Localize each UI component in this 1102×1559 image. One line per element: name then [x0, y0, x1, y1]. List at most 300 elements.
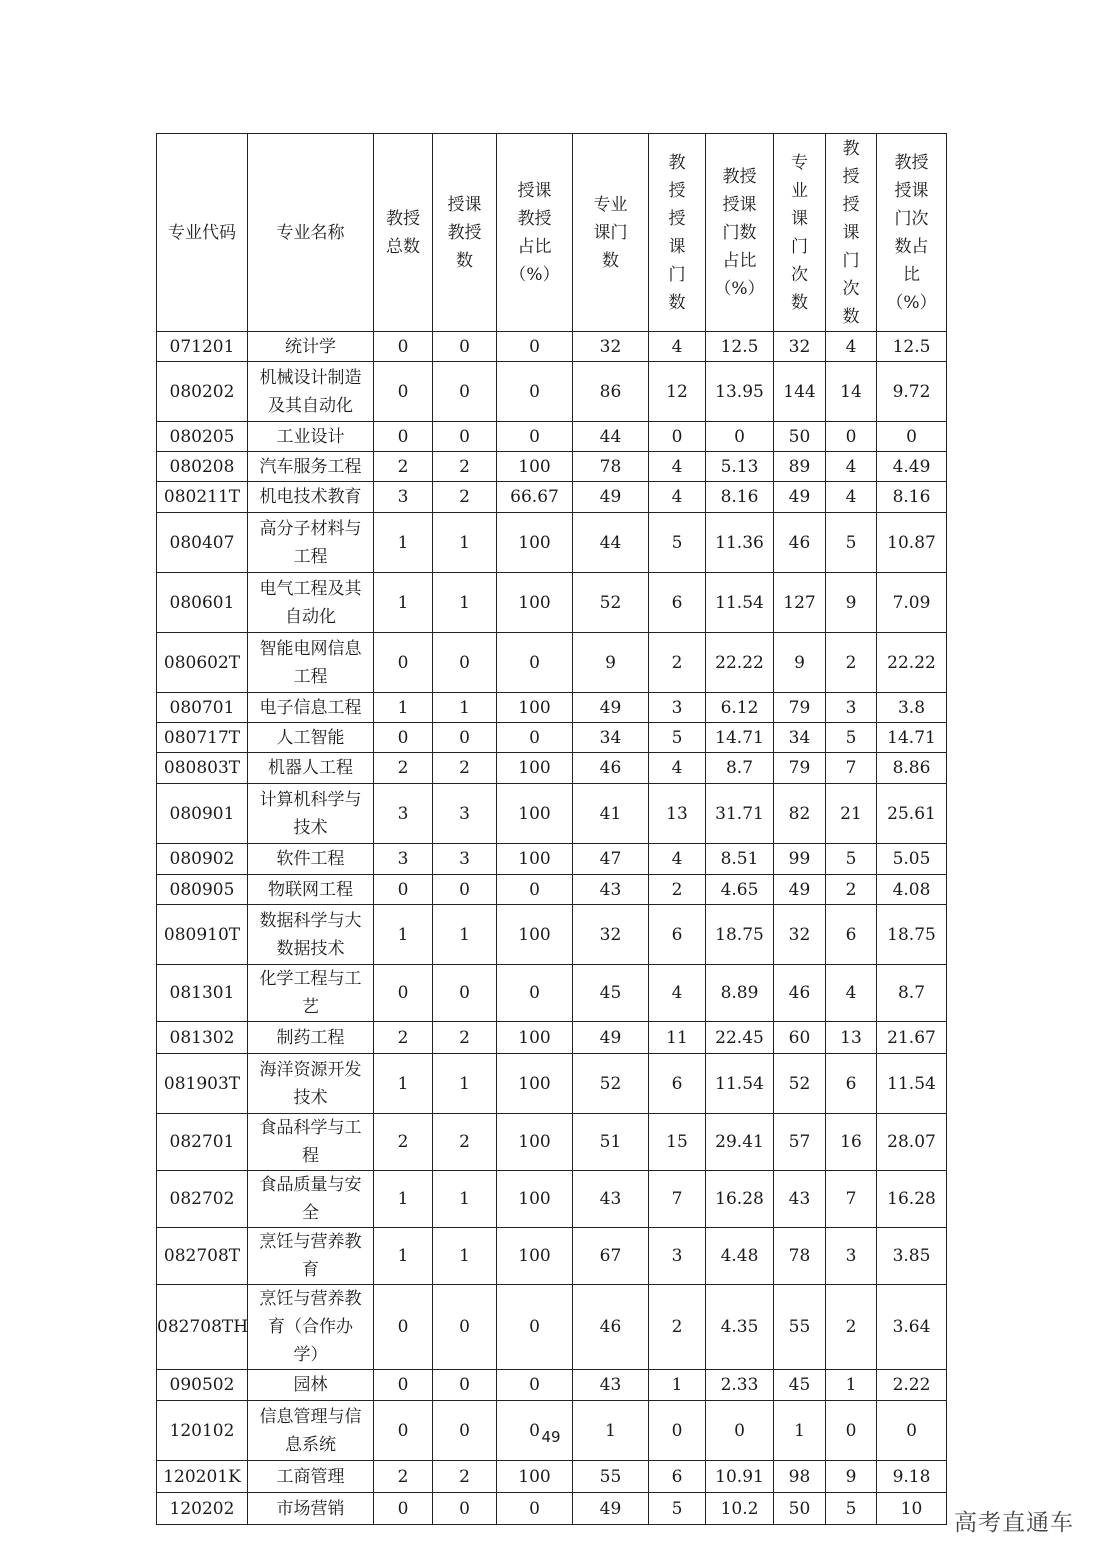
table-row	[157, 573, 947, 633]
cell-text: 4	[845, 487, 857, 507]
cell-text: 0	[459, 381, 470, 402]
cell-text: 1	[459, 532, 470, 553]
cell-text: 080902	[169, 849, 235, 869]
value-cell	[374, 422, 433, 452]
value-cell	[573, 573, 649, 633]
value-cell	[433, 1022, 497, 1054]
major-code-cell	[157, 723, 248, 753]
column-header	[877, 134, 947, 332]
cell-text: 98	[788, 1466, 811, 1487]
value-cell	[649, 1461, 706, 1493]
cell-text: 120202	[169, 1498, 235, 1519]
value-cell	[774, 784, 826, 844]
cell-text: 080717T	[163, 727, 241, 748]
cell-text: 080407	[169, 532, 235, 553]
cell-text: 1	[794, 1420, 805, 1441]
table-row	[157, 362, 947, 422]
cell-text: 0	[529, 1420, 540, 1441]
cell-text: 51	[599, 1132, 622, 1152]
cell-text: 16	[840, 1132, 862, 1152]
value-cell	[877, 332, 947, 362]
value-cell	[877, 1022, 947, 1054]
cell-text: 1	[397, 532, 409, 553]
column-header-label: 教授 授课 门数 占比 （%）	[714, 166, 765, 299]
cell-text: 5	[671, 727, 683, 748]
cell-text: 16.28	[715, 1189, 764, 1209]
major-name-cell	[248, 875, 374, 905]
cell-text: 0	[529, 1317, 540, 1337]
value-cell	[374, 693, 433, 723]
value-cell	[649, 693, 706, 723]
cell-text: 8.51	[720, 849, 759, 869]
cell-text: 100	[518, 1189, 551, 1209]
major-code-cell	[157, 513, 248, 573]
cell-text: 1	[459, 1073, 470, 1094]
value-cell	[649, 965, 706, 1022]
value-cell	[573, 633, 649, 693]
value-cell	[706, 452, 774, 482]
value-cell	[573, 513, 649, 573]
major-code-cell	[157, 1370, 248, 1401]
cell-text: 78	[599, 456, 622, 477]
cell-text: 43	[788, 1189, 811, 1209]
major-name-cell	[248, 1228, 374, 1285]
value-cell	[826, 1285, 877, 1370]
cell-text: 6.12	[720, 697, 759, 718]
value-cell	[826, 422, 877, 452]
cell-text: 1	[605, 1420, 616, 1441]
column-header	[248, 134, 374, 332]
column-header-label: 授课 教授 数	[447, 194, 482, 271]
cell-text: 55	[599, 1466, 622, 1487]
column-header	[649, 134, 706, 332]
cell-text: 46	[788, 983, 811, 1003]
cell-text: 0	[459, 1498, 470, 1519]
value-cell	[433, 573, 497, 633]
value-cell	[706, 965, 774, 1022]
value-cell	[649, 1493, 706, 1525]
cell-text: 4	[671, 487, 683, 507]
value-cell	[497, 1493, 573, 1525]
value-cell	[573, 1114, 649, 1171]
value-cell	[649, 482, 706, 513]
cell-text: 8.89	[720, 983, 759, 1003]
value-cell	[433, 1054, 497, 1114]
cell-text: 1	[459, 1189, 470, 1209]
cell-text: 0	[529, 1375, 540, 1395]
cell-text: 52	[599, 592, 622, 613]
cell-text: 6	[671, 1466, 683, 1487]
cell-text: 3.85	[892, 1246, 931, 1266]
cell-text: 4	[671, 336, 683, 357]
value-cell	[706, 875, 774, 905]
cell-text: 市场营销	[276, 1498, 345, 1519]
cell-text: 4	[845, 983, 857, 1003]
cell-text: 统计学	[285, 336, 336, 357]
table-row	[157, 693, 947, 723]
cell-text: 41	[599, 803, 622, 824]
cell-text: 8.16	[720, 487, 759, 507]
column-header-label: 教授 总数	[386, 208, 420, 257]
cell-text: 电子信息工程	[259, 697, 362, 718]
watermark-text: 高考直通车	[954, 1510, 1074, 1536]
cell-text: 化学工程与工艺	[259, 969, 362, 1017]
column-header-label: 教 授 授 课 门 数	[668, 152, 686, 313]
cell-text: 44	[599, 532, 622, 553]
major-code-cell	[157, 1285, 248, 1370]
cell-text: 0	[734, 426, 745, 447]
cell-text: 0	[397, 727, 409, 748]
value-cell	[774, 452, 826, 482]
value-cell	[706, 1054, 774, 1114]
major-name-cell	[248, 1054, 374, 1114]
value-cell	[649, 844, 706, 875]
value-cell	[826, 905, 877, 965]
cell-text: 082701	[169, 1132, 235, 1152]
cell-text: 49	[599, 1498, 622, 1519]
value-cell	[649, 1022, 706, 1054]
cell-text: 3.8	[897, 697, 926, 718]
cell-text: 2	[671, 879, 683, 900]
value-cell	[877, 723, 947, 753]
table-row	[157, 513, 947, 573]
column-header-label: 专 业 课 门 次 数	[791, 152, 808, 313]
value-cell	[826, 1054, 877, 1114]
cell-text: 0	[459, 727, 470, 748]
cell-text: 2.33	[720, 1375, 759, 1395]
cell-text: 工商管理	[276, 1466, 345, 1487]
table-row	[157, 875, 947, 905]
cell-text: 0	[459, 1317, 470, 1337]
cell-text: 0	[459, 652, 470, 673]
value-cell	[433, 784, 497, 844]
cell-text: 2	[845, 879, 857, 900]
cell-text: 10.87	[887, 532, 936, 553]
value-cell	[433, 693, 497, 723]
cell-text: 3	[397, 803, 409, 824]
value-cell	[497, 875, 573, 905]
cell-text: 烹饪与营养教育	[259, 1232, 362, 1280]
cell-text: 080803T	[163, 758, 241, 778]
value-cell	[374, 513, 433, 573]
cell-text: 82	[788, 803, 811, 824]
cell-text: 4	[671, 456, 683, 477]
cell-text: 0	[845, 1420, 857, 1441]
table-row	[157, 1370, 947, 1401]
cell-text: 12.5	[720, 336, 759, 357]
cell-text: 10.91	[715, 1466, 764, 1487]
cell-text: 21.67	[887, 1027, 936, 1048]
value-cell	[826, 1171, 877, 1228]
value-cell	[573, 332, 649, 362]
column-header	[774, 134, 826, 332]
cell-text: 34	[788, 727, 811, 748]
table-row	[157, 1285, 947, 1370]
cell-text: 4.35	[720, 1317, 759, 1337]
value-cell	[877, 1285, 947, 1370]
table-row	[157, 1022, 947, 1054]
value-cell	[877, 573, 947, 633]
value-cell	[774, 332, 826, 362]
cell-text: 46	[599, 758, 622, 778]
value-cell	[706, 422, 774, 452]
value-cell	[877, 1461, 947, 1493]
cell-text: 0	[459, 983, 470, 1003]
cell-text: 28.07	[887, 1132, 936, 1152]
value-cell	[877, 753, 947, 784]
cell-text: 2	[459, 456, 470, 477]
value-cell	[573, 452, 649, 482]
value-cell	[826, 482, 877, 513]
cell-text: 4.48	[720, 1246, 759, 1266]
cell-text: 0	[734, 1420, 745, 1441]
major-name-cell	[248, 1022, 374, 1054]
cell-text: 3	[671, 1246, 683, 1266]
cell-text: 6	[845, 1073, 857, 1094]
cell-text: 79	[788, 758, 811, 778]
value-cell	[826, 875, 877, 905]
major-name-cell	[248, 573, 374, 633]
value-cell	[826, 1022, 877, 1054]
major-name-cell	[248, 513, 374, 573]
value-cell	[826, 362, 877, 422]
value-cell	[649, 753, 706, 784]
cell-text: 4	[845, 456, 857, 477]
table-row	[157, 784, 947, 844]
cell-text: 0	[397, 336, 409, 357]
cell-text: 0	[397, 983, 409, 1003]
value-cell	[826, 633, 877, 693]
value-cell	[826, 844, 877, 875]
value-cell	[706, 1114, 774, 1171]
value-cell	[706, 1285, 774, 1370]
value-cell	[433, 633, 497, 693]
cell-text: 100	[518, 532, 551, 553]
cell-text: 2	[845, 1317, 857, 1337]
cell-text: 2	[397, 1466, 409, 1487]
cell-text: 机器人工程	[268, 758, 353, 778]
cell-text: 计算机科学与技术	[259, 789, 362, 838]
value-cell	[374, 784, 433, 844]
cell-text: 2	[459, 1132, 470, 1152]
value-cell	[774, 1054, 826, 1114]
cell-text: 0	[529, 879, 540, 900]
major-name-cell	[248, 1461, 374, 1493]
value-cell	[573, 693, 649, 723]
value-cell	[877, 965, 947, 1022]
value-cell	[649, 1228, 706, 1285]
value-cell	[826, 332, 877, 362]
cell-text: 4	[671, 983, 683, 1003]
cell-text: 60	[788, 1027, 811, 1048]
cell-text: 0	[397, 652, 409, 673]
value-cell	[573, 1461, 649, 1493]
cell-text: 2.22	[892, 1375, 931, 1395]
value-cell	[774, 844, 826, 875]
major-code-cell	[157, 693, 248, 723]
cell-text: 3	[459, 849, 470, 869]
cell-text: 081903T	[163, 1073, 241, 1094]
cell-text: 3	[459, 803, 470, 824]
major-name-cell	[248, 422, 374, 452]
value-cell	[826, 1228, 877, 1285]
cell-text: 78	[788, 1246, 811, 1266]
cell-text: 8.86	[892, 758, 931, 778]
cell-text: 46	[788, 532, 811, 553]
cell-text: 7	[845, 1189, 857, 1209]
cell-text: 100	[518, 697, 551, 718]
cell-text: 0	[397, 1317, 409, 1337]
value-cell	[706, 1171, 774, 1228]
cell-text: 4.49	[892, 456, 931, 477]
table-row	[157, 332, 947, 362]
cell-text: 66.67	[510, 487, 559, 507]
cell-text: 32	[599, 336, 622, 357]
cell-text: 高分子材料与工程	[259, 518, 362, 567]
value-cell	[497, 1171, 573, 1228]
cell-text: 44	[599, 426, 622, 447]
value-cell	[774, 573, 826, 633]
value-cell	[433, 1461, 497, 1493]
cell-text: 8.16	[892, 487, 931, 507]
cell-text: 43	[599, 1375, 622, 1395]
cell-text: 0	[397, 426, 409, 447]
cell-text: 120102	[169, 1420, 235, 1441]
cell-text: 080205	[169, 426, 235, 447]
major-name-cell	[248, 1493, 374, 1525]
cell-text: 5	[845, 849, 857, 869]
value-cell	[573, 965, 649, 1022]
cell-text: 2	[397, 1132, 409, 1152]
value-cell	[774, 753, 826, 784]
value-cell	[374, 965, 433, 1022]
cell-text: 13	[840, 1027, 862, 1048]
cell-text: 7	[845, 758, 857, 778]
cell-text: 人工智能	[276, 727, 345, 748]
cell-text: 43	[599, 879, 622, 900]
cell-text: 100	[518, 1073, 551, 1094]
cell-text: 144	[783, 381, 816, 402]
value-cell	[826, 693, 877, 723]
value-cell	[374, 875, 433, 905]
value-cell	[877, 875, 947, 905]
cell-text: 32	[599, 924, 622, 945]
cell-text: 8.7	[725, 758, 754, 778]
cell-text: 2	[845, 652, 857, 673]
major-code-cell	[157, 753, 248, 784]
value-cell	[877, 452, 947, 482]
cell-text: 43	[599, 1189, 622, 1209]
value-cell	[774, 905, 826, 965]
value-cell	[774, 1493, 826, 1525]
value-cell	[497, 1228, 573, 1285]
cell-text: 4.65	[720, 879, 759, 900]
value-cell	[374, 633, 433, 693]
column-header	[826, 134, 877, 332]
value-cell	[774, 513, 826, 573]
cell-text: 99	[788, 849, 811, 869]
cell-text: 1	[397, 1189, 409, 1209]
cell-text: 082708TH	[157, 1317, 249, 1337]
value-cell	[649, 362, 706, 422]
value-cell	[877, 1493, 947, 1525]
value-cell	[573, 753, 649, 784]
value-cell	[433, 362, 497, 422]
value-cell	[573, 482, 649, 513]
cell-text: 0	[397, 1498, 409, 1519]
table-row	[157, 723, 947, 753]
value-cell	[649, 332, 706, 362]
value-cell	[649, 875, 706, 905]
value-cell	[774, 1461, 826, 1493]
value-cell	[433, 452, 497, 482]
value-cell	[497, 332, 573, 362]
cell-text: 10	[900, 1498, 923, 1519]
cell-text: 57	[788, 1132, 811, 1152]
value-cell	[877, 1228, 947, 1285]
cell-text: 49	[788, 487, 811, 507]
column-header	[706, 134, 774, 332]
cell-text: 0	[906, 426, 917, 447]
cell-text: 2	[671, 652, 683, 673]
cell-text: 2	[459, 487, 470, 507]
value-cell	[573, 1285, 649, 1370]
page-number: 49	[541, 1428, 561, 1446]
value-cell	[374, 1022, 433, 1054]
cell-text: 18.75	[715, 924, 764, 945]
value-cell	[497, 1054, 573, 1114]
value-cell	[497, 753, 573, 784]
cell-text: 49	[788, 879, 811, 900]
value-cell	[573, 784, 649, 844]
cell-text: 9	[794, 652, 805, 673]
value-cell	[877, 1171, 947, 1228]
value-cell	[497, 513, 573, 573]
value-cell	[374, 452, 433, 482]
value-cell	[706, 753, 774, 784]
column-header-label: 专业名称	[276, 222, 345, 243]
cell-text: 22.45	[715, 1027, 764, 1048]
cell-text: 11	[666, 1027, 688, 1048]
cell-text: 0	[529, 426, 540, 447]
table-row	[157, 1228, 947, 1285]
cell-text: 67	[599, 1246, 622, 1266]
cell-text: 0	[529, 336, 540, 357]
value-cell	[649, 422, 706, 452]
value-cell	[649, 1285, 706, 1370]
cell-text: 烹饪与营养教育（合作办学）	[259, 1289, 362, 1365]
cell-text: 1	[397, 592, 409, 613]
cell-text: 127	[783, 592, 816, 613]
value-cell	[433, 844, 497, 875]
cell-text: 10.2	[720, 1498, 759, 1519]
cell-text: 3.64	[892, 1317, 931, 1337]
cell-text: 080208	[169, 456, 235, 477]
cell-text: 0	[671, 1420, 683, 1441]
value-cell	[573, 1054, 649, 1114]
value-cell	[649, 784, 706, 844]
value-cell	[877, 844, 947, 875]
cell-text: 0	[397, 1375, 409, 1395]
cell-text: 8.7	[897, 983, 926, 1003]
cell-text: 100	[518, 803, 551, 824]
value-cell	[826, 1461, 877, 1493]
value-cell	[826, 723, 877, 753]
cell-text: 4	[671, 758, 683, 778]
value-cell	[433, 1370, 497, 1401]
cell-text: 2	[671, 1317, 683, 1337]
table-row	[157, 1114, 947, 1171]
